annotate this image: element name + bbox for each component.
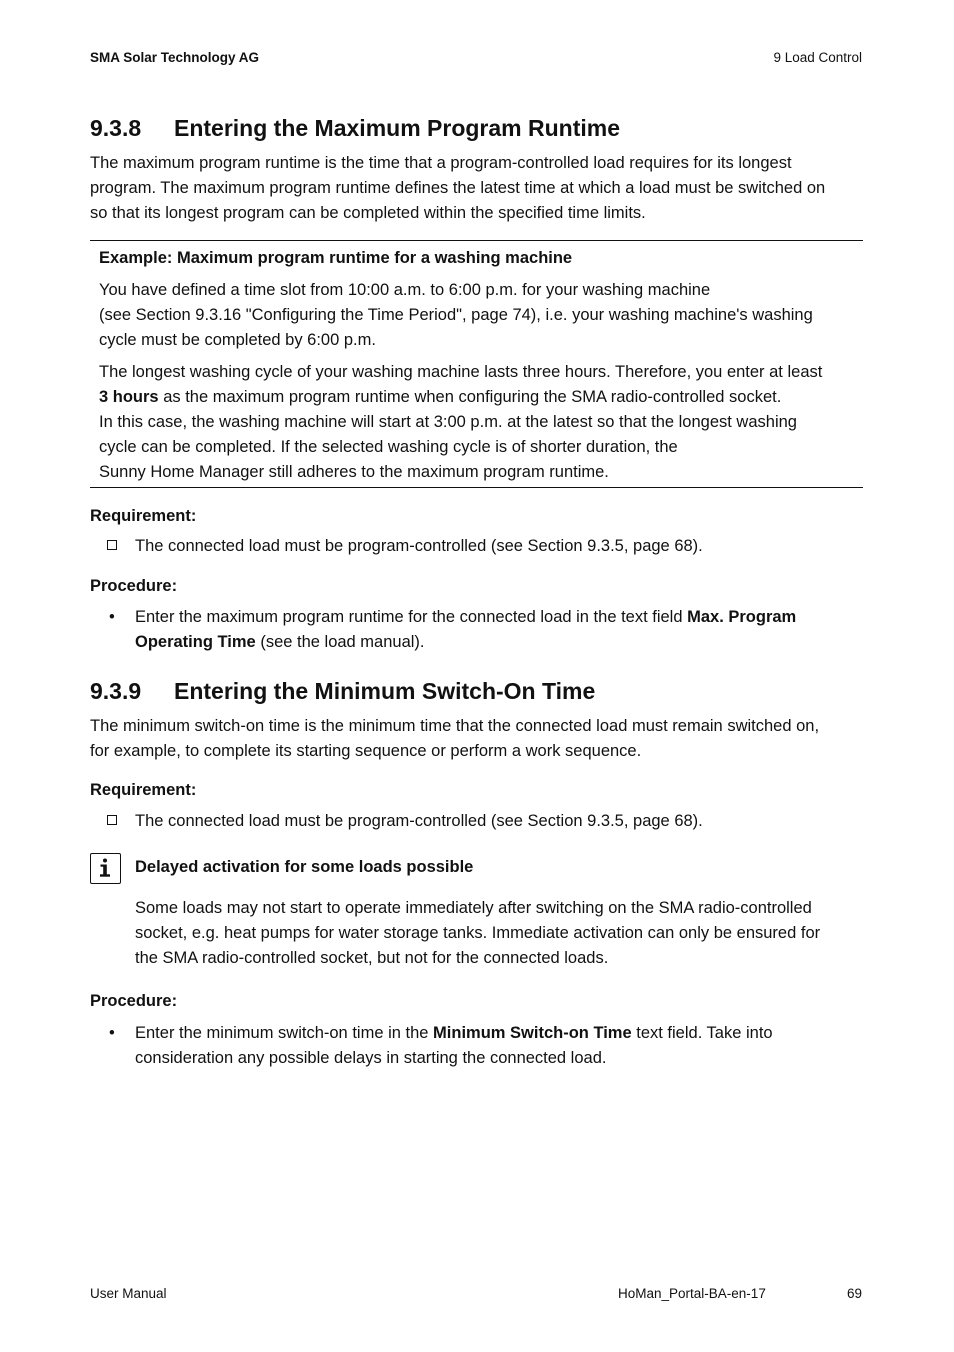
section-939-title: Entering the Minimum Switch-On Time bbox=[174, 678, 596, 704]
info-icon bbox=[90, 853, 121, 884]
info-line: Some loads may not start to operate immediately after switching on the SMA radio-controlled bbox=[135, 899, 812, 917]
intro-line: program. The maximum program runtime defines the latest time at which a load must be switched on bbox=[90, 179, 826, 197]
page-number: 69 bbox=[846, 1286, 862, 1301]
procedure-post: text field. Take into bbox=[631, 1024, 773, 1042]
procedure-pre: Enter the minimum switch-on time in the bbox=[135, 1024, 434, 1042]
section-938-procedure-text bbox=[135, 605, 796, 655]
intro-line: for example, to complete its starting sequence or perform a work sequence. bbox=[90, 742, 642, 760]
example-line-rest: as the maximum program runtime when configuring the SMA radio-controlled socket. bbox=[158, 388, 782, 406]
section-939-intro bbox=[90, 714, 819, 764]
section-938-intro bbox=[90, 151, 825, 226]
info-body bbox=[135, 896, 820, 971]
section-939-procedure-label: Procedure: bbox=[90, 992, 178, 1010]
section-938-heading bbox=[90, 114, 620, 142]
footer-left: User Manual bbox=[90, 1286, 167, 1301]
section-939-heading bbox=[90, 677, 595, 705]
header-company: SMA Solar Technology AG bbox=[90, 50, 260, 65]
example-line: In this case, the washing machine will start at 3:00 p.m. at the latest so that the longest washing bbox=[99, 413, 797, 431]
section-939-number: 9.3.9 bbox=[90, 678, 142, 704]
procedure-pre: Enter the maximum program runtime for the connected load in the text field bbox=[135, 608, 688, 626]
example-line: Sunny Home Manager still adheres to the maximum program runtime. bbox=[99, 463, 609, 481]
example-bold-hours: 3 hours bbox=[99, 388, 159, 406]
section-938-procedure-label: Procedure: bbox=[90, 577, 178, 595]
example-line bbox=[99, 385, 822, 410]
procedure-line bbox=[135, 605, 796, 630]
intro-line: The minimum switch-on time is the minimum time that the connected load must remain switched on, bbox=[90, 717, 820, 735]
example-top-rule bbox=[90, 240, 863, 241]
procedure-line: consideration any possible delays in starting the connected load. bbox=[135, 1049, 607, 1067]
intro-line: The maximum program runtime is the time that a program-controlled load requires for its longest bbox=[90, 154, 792, 172]
checkbox-icon bbox=[107, 815, 117, 825]
section-938-number: 9.3.8 bbox=[90, 115, 142, 141]
example-line: (see Section 9.3.16 "Configuring the Time Period", page 74), i.e. your washing machine's washing bbox=[99, 306, 813, 324]
example-bottom-rule bbox=[90, 487, 863, 488]
section-938-requirement-label: Requirement: bbox=[90, 507, 197, 525]
field-name-max-program: Max. Program bbox=[687, 608, 797, 626]
example-paragraph-1 bbox=[99, 278, 813, 353]
section-939-requirement-label: Requirement: bbox=[90, 781, 197, 799]
intro-line: so that its longest program can be completed within the specified time limits. bbox=[90, 204, 646, 222]
field-name-operating-time: Operating Time bbox=[135, 633, 256, 651]
info-title: Delayed activation for some loads possible bbox=[135, 858, 474, 876]
header-chapter: 9 Load Control bbox=[773, 50, 862, 65]
procedure-line bbox=[135, 1021, 773, 1046]
example-line: You have defined a time slot from 10:00 a.m. to 6:00 p.m. for your washing machine bbox=[99, 281, 711, 299]
bullet-icon: • bbox=[109, 1024, 115, 1042]
section-939-procedure-text bbox=[135, 1021, 773, 1071]
section-938-title: Entering the Maximum Program Runtime bbox=[174, 115, 621, 141]
bullet-icon: • bbox=[109, 608, 115, 626]
procedure-line bbox=[135, 630, 796, 655]
checkbox-icon bbox=[107, 540, 117, 550]
example-paragraph-2 bbox=[99, 360, 822, 485]
info-line: the SMA radio-controlled socket, but not for the connected loads. bbox=[135, 949, 609, 967]
section-938-requirement-text: The connected load must be program-controlled (see Section 9.3.5, page 68). bbox=[135, 537, 703, 555]
info-line: socket, e.g. heat pumps for water storage tanks. Immediate activation can only be ensured for bbox=[135, 924, 821, 942]
procedure-post: (see the load manual). bbox=[255, 633, 425, 651]
example-title: Example: Maximum program runtime for a washing machine bbox=[99, 249, 573, 267]
section-939-requirement-text: The connected load must be program-controlled (see Section 9.3.5, page 68). bbox=[135, 812, 703, 830]
field-name-min-switch-on: Minimum Switch-on Time bbox=[433, 1024, 632, 1042]
example-line: cycle can be completed. If the selected washing cycle is of shorter duration, the bbox=[99, 438, 678, 456]
example-line: The longest washing cycle of your washing machine lasts three hours. Therefore, you enter at least bbox=[99, 363, 823, 381]
example-line: cycle must be completed by 6:00 p.m. bbox=[99, 331, 376, 349]
footer-doc-id: HoMan_Portal-BA-en-17 bbox=[618, 1286, 766, 1301]
